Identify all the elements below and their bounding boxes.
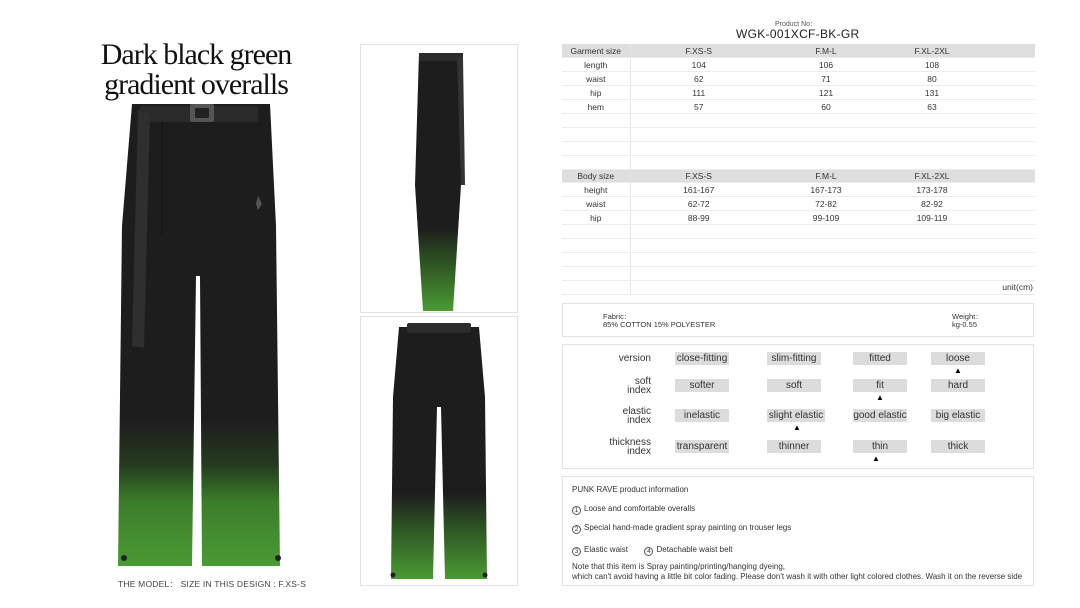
side-view-photo bbox=[361, 45, 517, 312]
item-number-badge: 4 bbox=[644, 547, 653, 556]
main-product-photo bbox=[110, 96, 290, 574]
info-item: 2 Special hand-made gradient spray painting on trouser legs bbox=[572, 523, 791, 534]
table-cell: 111 bbox=[630, 86, 767, 100]
table-cell: 108 bbox=[885, 58, 979, 72]
garment-size-header-row bbox=[562, 44, 1035, 58]
table-row-label: height bbox=[562, 183, 630, 197]
empty-table-row bbox=[562, 252, 1035, 266]
elastic-index-selected-marker: ▲ bbox=[793, 423, 801, 432]
table-cell: 173-178 bbox=[885, 183, 979, 197]
weight-value: kg-0.55 bbox=[952, 320, 978, 329]
elastic-index-label: elastic index bbox=[622, 406, 651, 426]
table-header-cell: F.XL-2XL bbox=[885, 44, 979, 58]
info-note-line2: which can't avoid having a little bit color fading. Please don't wash it with other light colored clothes. Wash it on the reverse side bbox=[572, 572, 1023, 581]
garment-size-header: Garment size bbox=[562, 44, 630, 58]
thickness-index-option: transparent bbox=[676, 441, 728, 452]
body-size-header: Body size bbox=[562, 169, 630, 183]
table-row-label: hip bbox=[562, 211, 630, 225]
product-title-line2: gradient overalls bbox=[104, 68, 288, 101]
size-table bbox=[562, 44, 1035, 295]
side-view-photo-frame bbox=[360, 44, 518, 313]
table-header-cell: F.XL-2XL bbox=[885, 169, 979, 183]
back-view-photo-frame bbox=[360, 316, 518, 586]
weight-label: Weight： bbox=[952, 312, 983, 321]
empty-table-row bbox=[562, 141, 1035, 155]
item-number-badge: 3 bbox=[572, 547, 581, 556]
info-item: 3 Elastic waist 4 Detachable waist belt bbox=[572, 545, 733, 556]
soft-index-option: soft bbox=[767, 379, 821, 392]
soft-index-option: hard bbox=[931, 379, 985, 392]
thickness-index-option: thin bbox=[853, 440, 907, 453]
table-cell: 62-72 bbox=[630, 197, 767, 211]
empty-table-row bbox=[562, 155, 1035, 169]
table-row bbox=[562, 86, 1035, 100]
model-size-note: THE MODEL： SIZE IN THIS DESIGN : F.XS-S bbox=[118, 579, 307, 589]
table-cell: 80 bbox=[885, 72, 979, 86]
table-row bbox=[562, 72, 1035, 86]
unit-label: unit(cm) bbox=[979, 280, 1035, 294]
table-cell: 121 bbox=[767, 86, 885, 100]
elastic-index-option: big elastic bbox=[931, 409, 985, 422]
table-cell: 131 bbox=[885, 86, 979, 100]
empty-table-row bbox=[562, 113, 1035, 127]
version-option: fitted bbox=[853, 352, 907, 365]
version-option: slim-fitting bbox=[767, 352, 821, 365]
info-heading: PUNK RAVE product information bbox=[572, 485, 689, 494]
elastic-index-option: good elastic bbox=[853, 410, 907, 421]
table-header-cell: F.XS-S bbox=[630, 44, 767, 58]
fabric-label: Fabric： bbox=[603, 312, 632, 321]
info-item: 1 Loose and comfortable overalls bbox=[572, 504, 695, 515]
elastic-index-option: slight elastic bbox=[768, 410, 824, 421]
table-header-cell: F.M-L bbox=[767, 44, 885, 58]
table-row-label: hip bbox=[562, 86, 630, 100]
empty-table-row bbox=[562, 225, 1035, 239]
item-number-badge: 2 bbox=[572, 525, 581, 534]
thickness-index-option: thick bbox=[931, 440, 985, 453]
table-cell: 62 bbox=[630, 72, 767, 86]
soft-index-label: soft index bbox=[627, 376, 651, 396]
soft-index-selected-marker: ▲ bbox=[876, 393, 884, 402]
table-cell: 72-82 bbox=[767, 197, 885, 211]
thickness-index-option: thinner bbox=[767, 440, 821, 453]
table-cell: 104 bbox=[630, 58, 767, 72]
empty-table-row bbox=[562, 238, 1035, 252]
thickness-index-label: thickness index bbox=[609, 437, 651, 457]
table-row bbox=[562, 183, 1035, 197]
version-selected-marker: ▲ bbox=[954, 366, 962, 375]
table-cell: 57 bbox=[630, 100, 767, 114]
product-number: WGK-001XCF-BK-GR bbox=[736, 27, 860, 41]
table-cell: 88-99 bbox=[630, 211, 767, 225]
table-cell: 99-109 bbox=[767, 211, 885, 225]
table-cell: 63 bbox=[885, 100, 979, 114]
table-row bbox=[562, 211, 1035, 225]
table-row bbox=[562, 100, 1035, 114]
table-cell: 60 bbox=[767, 100, 885, 114]
product-info-box bbox=[562, 476, 1034, 586]
table-cell: 109-119 bbox=[885, 211, 979, 225]
table-row-label: hem bbox=[562, 100, 630, 114]
table-header-cell: F.M-L bbox=[767, 169, 885, 183]
table-cell: 106 bbox=[767, 58, 885, 72]
empty-table-row bbox=[562, 266, 1035, 280]
body-size-header-row bbox=[562, 169, 1035, 183]
version-label: version bbox=[618, 353, 651, 364]
product-title-line1: Dark black green bbox=[100, 38, 292, 71]
table-cell: 71 bbox=[767, 72, 885, 86]
table-row bbox=[562, 58, 1035, 72]
table-row-label: length bbox=[562, 58, 630, 72]
product-title bbox=[96, 40, 296, 100]
table-row-label: waist bbox=[562, 197, 630, 211]
unit-row bbox=[562, 280, 1035, 294]
elastic-index-option: inelastic bbox=[675, 409, 729, 422]
table-cell: 161-167 bbox=[630, 183, 767, 197]
table-row-label: waist bbox=[562, 72, 630, 86]
version-option: close-fitting bbox=[676, 353, 728, 364]
table-row bbox=[562, 197, 1035, 211]
table-cell: 82-92 bbox=[885, 197, 979, 211]
soft-index-option: fit bbox=[853, 379, 907, 392]
table-cell: 167-173 bbox=[767, 183, 885, 197]
empty-table-row bbox=[562, 127, 1035, 141]
product-number-label: Product No： bbox=[775, 21, 818, 28]
item-number-badge: 1 bbox=[572, 506, 581, 515]
soft-index-option: softer bbox=[675, 379, 729, 392]
index-panel bbox=[562, 344, 1034, 469]
fabric-value: 85% COTTON 15% POLYESTER bbox=[603, 320, 716, 329]
fabric-box bbox=[562, 303, 1034, 337]
info-note-line1: Note that this item is Spray painting/printing/hanging dyeing, bbox=[572, 562, 786, 571]
table-header-cell: F.XS-S bbox=[630, 169, 767, 183]
thickness-index-selected-marker: ▲ bbox=[872, 454, 880, 463]
version-option: loose bbox=[931, 352, 985, 365]
back-view-photo bbox=[361, 317, 517, 585]
